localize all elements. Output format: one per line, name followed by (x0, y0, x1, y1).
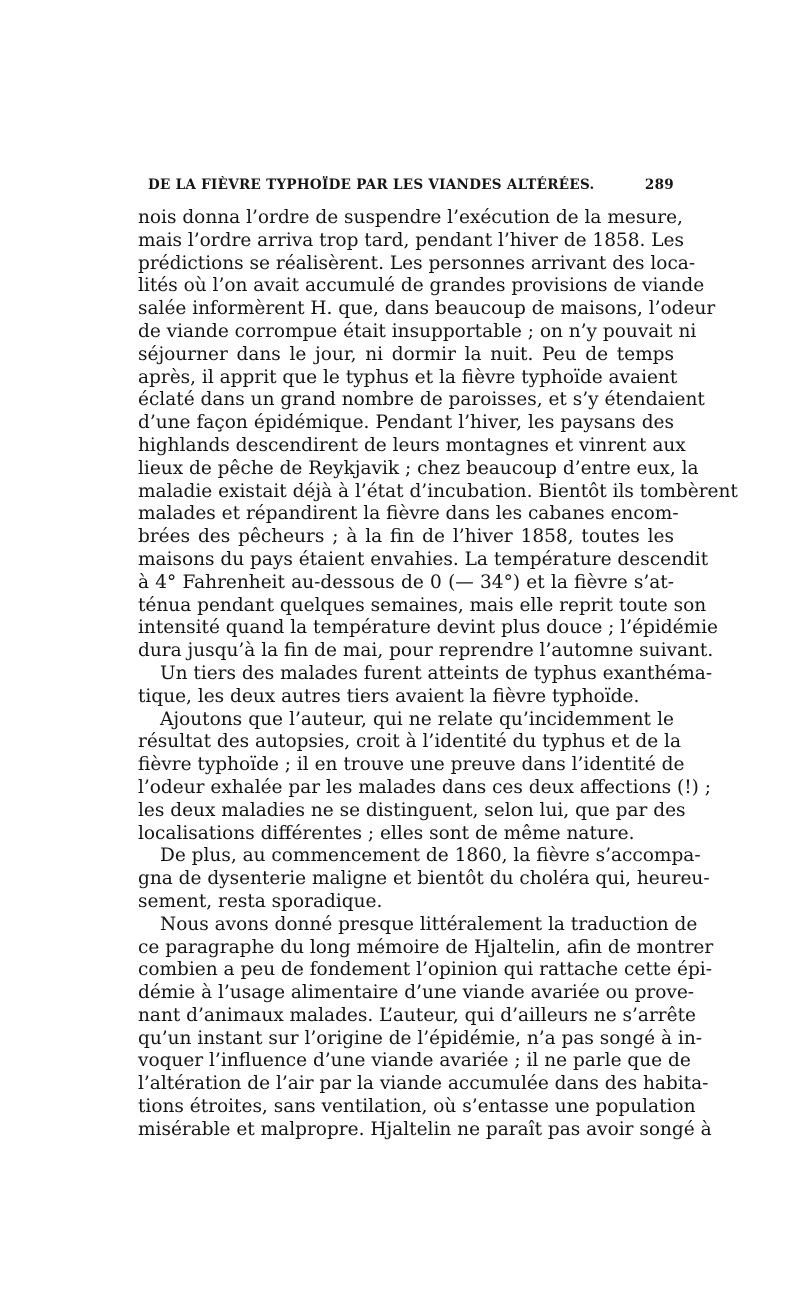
text-line: ténua pendant quelques semaines, mais elle reprit toute son (138, 594, 707, 616)
text-line: mais l’ordre arriva trop tard, pendant l’hiver de 1858. Les (138, 229, 685, 251)
text-line: gna de dysenterie maligne et bientôt du choléra qui, heureu- (138, 868, 710, 890)
text-line: malades et répandirent la fièvre dans les cabanes encom- (138, 503, 679, 525)
text-line: lieux de pêche de Reykjavik ; chez beaucoup d’entre eux, la (138, 457, 699, 479)
text-line: Ajoutons que l’auteur, qui ne relate qu’incidemment le (160, 708, 674, 730)
running-head-title: DE LA FIÈVRE TYPHOÏDE PAR LES VIANDES ALTÉRÉES. (148, 177, 595, 193)
text-line: salée informèrent H. que, dans beaucoup de maisons, l’odeur (138, 298, 716, 320)
text-line: maladie existait déjà à l’état d’incubation. Bientôt ils tombèrent (138, 480, 738, 502)
text-line: Nous avons donné presque littéralement la traduction de (160, 913, 698, 935)
text-line: combien a peu de fondement l’opinion qui rattache cette épi- (138, 959, 712, 981)
text-line: ce paragraphe du long mémoire de Hjaltelin, afin de montrer (138, 936, 714, 958)
text-line: De plus, au commencement de 1860, la fièvre s’accompa- (160, 845, 701, 867)
text-line: fièvre typhoïde ; il en trouve une preuve dans l’identité de (138, 754, 685, 776)
body-text (138, 207, 738, 1142)
text-line: les deux maladies ne se distinguent, selon lui, que par des (138, 799, 686, 821)
running-head (138, 177, 674, 199)
paragraph (138, 207, 738, 663)
paragraph (138, 913, 714, 1142)
text-line: tique, les deux autres tiers avaient la fièvre typhoïde. (138, 685, 640, 707)
text-line: sement, resta sporadique. (138, 890, 383, 912)
text-line: séjourner dans le jour, ni dormir la nuit. Peu de temps (138, 343, 674, 365)
text-line: nant d’animaux malades. L’auteur, qui d’ailleurs ne s’arrête (138, 1004, 696, 1026)
text-line: maisons du pays étaient envahies. La température descendit (138, 548, 709, 570)
text-line: tions étroites, sans ventilation, où s’entasse une population (138, 1096, 696, 1118)
paragraph (138, 845, 710, 913)
text-line: démie à l’usage alimentaire d’une viande avariée ou prove- (138, 982, 695, 1004)
text-line: dura jusqu’à la fin de mai, pour reprendre l’automne suivant. (138, 640, 714, 662)
text-line: après, il apprit que le typhus et la fièvre typhoïde avaient (138, 366, 678, 388)
page-number: 289 (644, 177, 674, 193)
text-line: voquer l’influence d’une viande avariée ; il ne parle que de (138, 1050, 691, 1072)
text-line: intensité quand la température devint plus douce ; l’épidémie (138, 617, 719, 639)
text-line: à 4° Fahrenheit au-dessous de 0 (— 34°) et la fièvre s’at- (138, 571, 674, 593)
text-line: qu’un instant sur l’origine de l’épidémie, n’a pas songé à in- (138, 1027, 702, 1049)
text-line: brées des pêcheurs ; à la fin de l’hiver 1858, toutes les (138, 526, 674, 548)
text-line: lités où l’on avait accumulé de grandes provisions de viande (138, 275, 705, 297)
text-line: prédictions se réalisèrent. Les personnes arrivant des loca- (138, 252, 696, 274)
text-line: nois donna l’ordre de suspendre l’exécution de la mesure, (138, 207, 683, 228)
text-line: highlands descendirent de leurs montagnes et vinrent aux (138, 434, 686, 456)
text-line: Un tiers des malades furent atteints de typhus exanthéma- (160, 662, 713, 684)
text-line: l’altération de l’air par la viande accumulée dans des habita- (138, 1073, 709, 1095)
text-line: d’une façon épidémique. Pendant l’hiver, les paysans des (138, 412, 674, 434)
paragraph (138, 708, 712, 846)
text-line: localisations différentes ; elles sont de même nature. (138, 822, 635, 844)
text-line: éclaté dans un grand nombre de paroisses, et s’y étendaient (138, 389, 705, 411)
text-line: résultat des autopsies, croit à l’identité du typhus et de la (138, 731, 682, 753)
text-line: de viande corrompue était insupportable ; on n’y pouvait ni (138, 320, 697, 342)
text-line: l’odeur exhalée par les malades dans ces deux affections (!) ; (138, 776, 712, 798)
text-line: misérable et malpropre. Hjaltelin ne paraît pas avoir songé à (138, 1118, 712, 1140)
paragraph (138, 662, 713, 709)
